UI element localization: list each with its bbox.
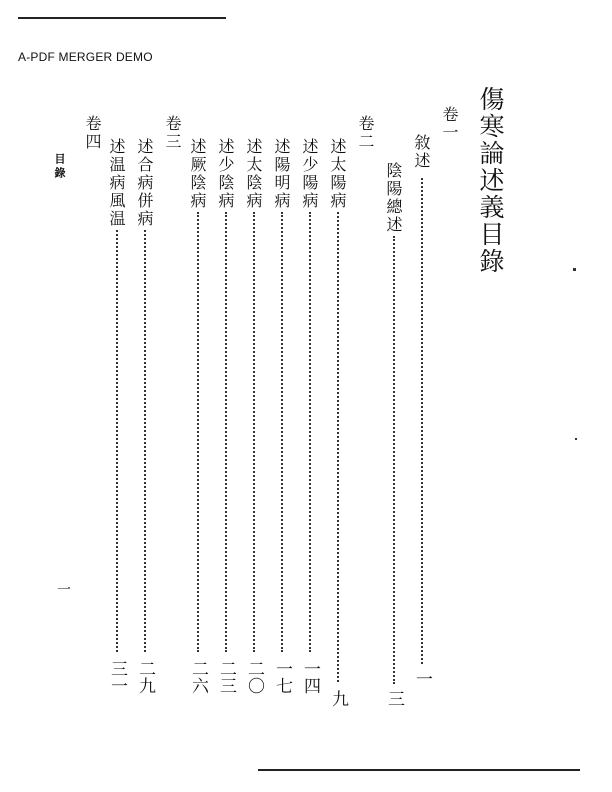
toc-entry-title: 述少陰病 <box>216 138 235 210</box>
toc-entry-title: 述太陽病 <box>328 138 347 210</box>
volume-label-3: 卷三 <box>163 115 182 151</box>
toc-entry-title: 述少陽病 <box>300 138 319 210</box>
dot-leader <box>144 230 146 652</box>
volume-label-4: 卷四 <box>83 115 102 151</box>
spine-label: 目錄 <box>53 153 66 181</box>
toc-entry-title: 述太陰病 <box>244 138 263 210</box>
bottom-rule <box>258 769 580 771</box>
toc-entry-page: 三一 <box>107 660 127 694</box>
toc-entry-title: 述陽明病 <box>272 138 291 210</box>
dot-leader <box>197 212 199 652</box>
volume-label-2: 卷二 <box>356 115 375 151</box>
toc-entry-page: 二〇 <box>244 660 264 694</box>
toc-entry-page: 一四 <box>300 660 320 694</box>
volume-label-1: 卷一 <box>440 106 459 142</box>
dot-leader <box>253 212 255 652</box>
dot-leader <box>421 178 423 664</box>
dot-leader <box>309 212 311 652</box>
toc-entry-title: 敘述 <box>412 134 431 170</box>
top-rule <box>18 17 226 19</box>
dot-leader <box>116 230 118 652</box>
toc-entry-title: 述合病併病 <box>135 138 154 228</box>
toc-entry-title: 陰陽總述 <box>384 162 403 234</box>
dot-leader <box>393 236 395 684</box>
toc-entry-title: 述厥陰病 <box>188 138 207 210</box>
toc-entry-title: 述温病風温 <box>107 138 126 228</box>
toc-entry-page: 二六 <box>188 660 208 694</box>
watermark-text: A-PDF MERGER DEMO <box>18 50 153 64</box>
toc-entry-page: 三 <box>384 690 404 707</box>
dot-leader <box>225 212 227 652</box>
page-title: 傷寒論述義目錄 <box>476 86 505 275</box>
toc-entry-page: 二三 <box>216 660 236 694</box>
dot-leader <box>281 212 283 652</box>
dot-leader <box>337 212 339 682</box>
toc-entry-page: 一 <box>412 670 432 687</box>
toc-entry-page: 二九 <box>135 660 155 694</box>
scan-speck <box>573 268 576 271</box>
toc-entry-page: 一七 <box>272 660 292 694</box>
folio-number: 一 <box>55 582 71 596</box>
scan-speck <box>575 438 577 440</box>
toc-entry-page: 九 <box>328 690 348 707</box>
